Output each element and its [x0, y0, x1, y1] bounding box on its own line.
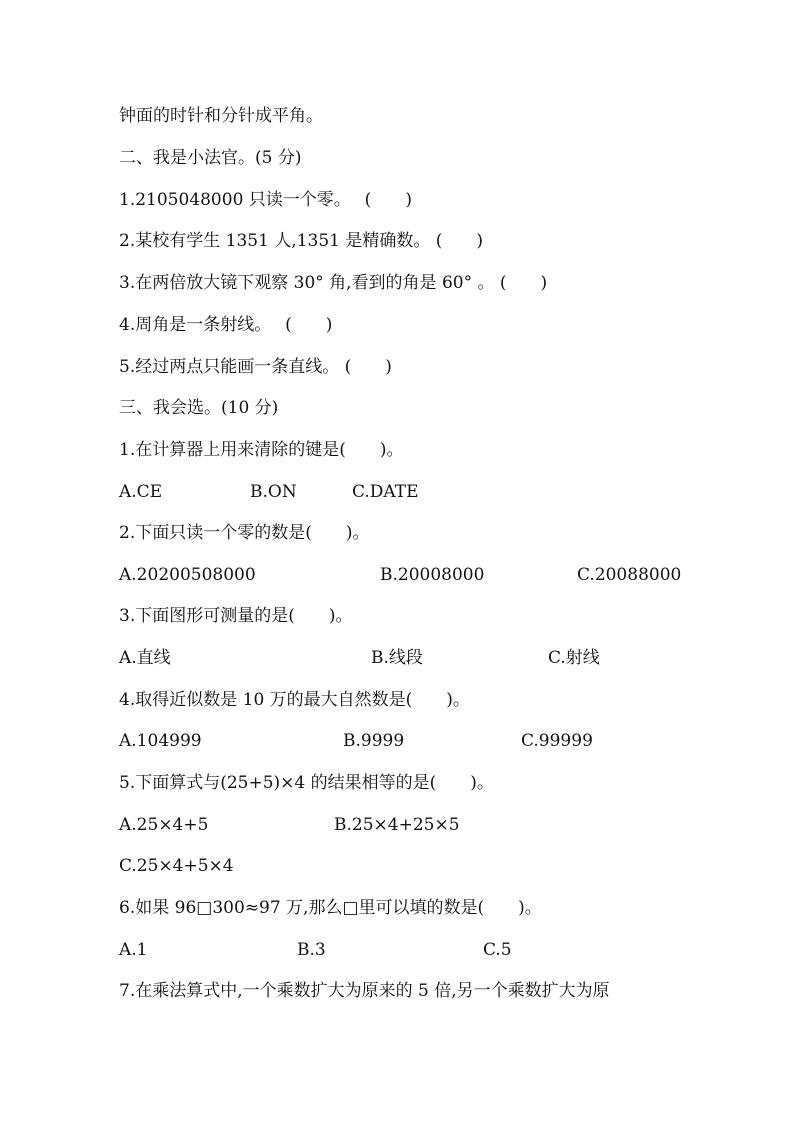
q2-option-b: B.20008000 [380, 565, 485, 585]
judge-item-3: 3.在两倍放大镜下观察 30° 角,看到的角是 60° 。 ( ) [119, 273, 548, 293]
choice-question-6: 6.如果 96□300≈97 万,那么□里可以填的数是( )。 [119, 898, 542, 918]
text-line-continuation: 钟面的时针和分针成平角。 [119, 106, 323, 126]
q6-option-b: B.3 [297, 940, 326, 960]
q6-option-c: C.5 [483, 940, 512, 960]
q3-option-b: B.线段 [371, 648, 423, 668]
q3-option-a: A.直线 [119, 648, 171, 668]
q5-option-c: C.25×4+5×4 [119, 856, 234, 876]
q4-option-c: C.99999 [521, 731, 593, 751]
q1-option-b: B.ON [250, 482, 297, 502]
q5-option-b: B.25×4+25×5 [334, 815, 460, 835]
q2-option-a: A.20200508000 [119, 565, 256, 585]
q6-option-a: A.1 [119, 940, 148, 960]
judge-item-2: 2.某校有学生 1351 人,1351 是精确数。 ( ) [119, 231, 484, 251]
judge-item-5: 5.经过两点只能画一条直线。 ( ) [119, 357, 392, 377]
choice-question-2: 2.下面只读一个零的数是( )。 [119, 523, 370, 543]
judge-item-1: 1.2105048000 只读一个零。 ( ) [119, 190, 412, 210]
choice-question-4: 4.取得近似数是 10 万的最大自然数是( )。 [119, 690, 470, 710]
q4-option-b: B.9999 [343, 731, 405, 751]
choice-question-1: 1.在计算器上用来清除的键是( )。 [119, 440, 404, 460]
choice-question-7: 7.在乘法算式中,一个乘数扩大为原来的 5 倍,另一个乘数扩大为原 [119, 981, 610, 1001]
section-three-title: 三、我会选。(10 分) [119, 398, 279, 418]
q1-option-c: C.DATE [352, 482, 419, 502]
q4-option-a: A.104999 [119, 731, 202, 751]
section-two-title: 二、我是小法官。(5 分) [119, 148, 302, 168]
choice-question-5: 5.下面算式与(25+5)×4 的结果相等的是( )。 [119, 773, 494, 793]
judge-item-4: 4.周角是一条射线。 ( ) [119, 315, 333, 335]
q2-option-c: C.20088000 [577, 565, 682, 585]
choice-question-3: 3.下面图形可测量的是( )。 [119, 606, 353, 626]
q5-option-a: A.25×4+5 [119, 815, 209, 835]
q1-option-a: A.CE [119, 482, 163, 502]
q3-option-c: C.射线 [548, 648, 600, 668]
